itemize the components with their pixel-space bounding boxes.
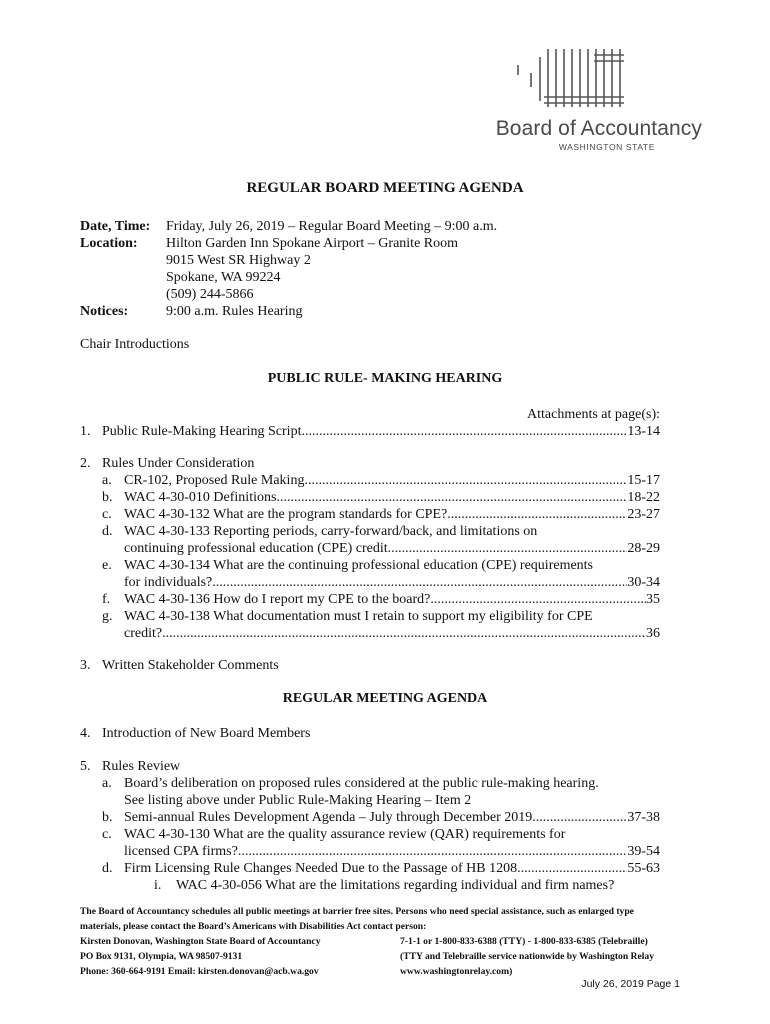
agenda-item: 4. Introduction of New Board Members	[80, 726, 311, 741]
logo-state: WASHINGTON STATE	[558, 142, 655, 152]
attachments-label: Attachments at page(s):	[527, 407, 660, 422]
agenda-subitem: d. WAC 4-30-133 Reporting periods, carry-forward/back, and limitations on	[102, 524, 538, 539]
date-label: Date, Time:	[80, 219, 151, 234]
footer-contact: Phone: 360-664-9191 Email: kirsten.donovan@acb.wa.gov	[80, 966, 319, 977]
agenda-subitem: d. Firm Licensing Rule Changes Needed Due to the Passage of HB 1208 ..... 55-63	[80, 860, 660, 877]
ledger-lines-icon	[510, 45, 640, 117]
agenda-subitem: a. CR-102, Proposed Rule Making ..... 15-17	[80, 472, 660, 489]
board-members-item	[80, 725, 660, 742]
footer-relay: (TTY and Telebraille service nationwide by Washington Relay	[400, 951, 654, 962]
notices-label: Notices:	[80, 304, 129, 319]
public-hearing-items	[80, 423, 660, 440]
page-ref: 28-29	[627, 541, 660, 556]
stakeholder-comments-item	[80, 657, 660, 674]
agenda-subitem-continued: See listing above under Public Rule-Making Hearing – Item 2	[124, 793, 472, 808]
agenda-item: 3. Written Stakeholder Comments	[80, 658, 279, 673]
rules-review-items	[80, 758, 660, 894]
agenda-subitem: b. WAC 4-30-010 Definitions ..... 18-22	[80, 489, 660, 506]
regular-meeting-heading: REGULAR MEETING AGENDA	[282, 691, 488, 706]
logo-name: Board of Accountancy	[495, 117, 702, 140]
agenda-subitem: b. Semi-annual Rules Development Agenda – July through December 2019 ..... 37-38	[80, 809, 660, 826]
footer-notice: The Board of Accountancy schedules all public meetings at barrier free sites. Persons who need special assistance, such as enlarged type	[80, 906, 634, 917]
board-logo	[470, 45, 710, 160]
location-label: Location:	[80, 236, 138, 251]
agenda-item: 1. Public Rule-Making Hearing Script ..... 13-14	[80, 423, 660, 440]
rules-consideration-items	[80, 455, 660, 642]
location-line: Spokane, WA 99224	[166, 270, 281, 285]
footer-contact: PO Box 9131, Olympia, WA 98507-9131	[80, 951, 243, 962]
chair-introductions: Chair Introductions	[80, 337, 190, 352]
agenda-subitem: a. Board’s deliberation on proposed rules considered at the public rule-making hearing.	[102, 776, 599, 791]
footer-relay: 7-1-1 or 1-800-833-6388 (TTY) - 1-800-833-6385 (Telebraille)	[400, 936, 648, 947]
meeting-details	[80, 218, 497, 320]
agenda-subitem: c. WAC 4-30-132 What are the program standards for CPE? ..... 23-27	[80, 506, 660, 523]
page-ref: 18-22	[627, 490, 660, 505]
location-line: (509) 244-5866	[166, 287, 254, 302]
agenda-subitem: c. WAC 4-30-130 What are the quality assurance review (QAR) requirements for	[102, 827, 566, 842]
agenda-subitem-continued: credit? ..... 36	[80, 625, 660, 642]
agenda-subsubitem: i. WAC 4-30-056 What are the limitations regarding individual and firm names?	[154, 878, 615, 893]
page-ref: 15-17	[627, 473, 660, 488]
page-ref: 37-38	[627, 810, 660, 825]
footer-contact: Kirsten Donovan, Washington State Board of Accountancy	[80, 936, 321, 947]
location-line: 9015 West SR Highway 2	[166, 253, 311, 268]
agenda-subitem-continued: continuing professional education (CPE) credit ..... 28-29	[80, 540, 660, 557]
agenda-subitem-continued: for individuals? ..... 30-34	[80, 574, 660, 591]
agenda-subitem: g. WAC 4-30-138 What documentation must I retain to support my eligibility for CPE	[102, 609, 593, 624]
page-ref: 23-27	[627, 507, 660, 522]
location-line: Hilton Garden Inn Spokane Airport – Granite Room	[166, 236, 459, 251]
agenda-subitem-continued: licensed CPA firms? ..... 39-54	[80, 843, 660, 860]
page-ref: 35	[646, 592, 660, 607]
page-ref: 30-34	[627, 575, 660, 590]
page-ref: 36	[646, 626, 660, 641]
agenda-subitem: e. WAC 4-30-134 What are the continuing professional education (CPE) requirements	[102, 558, 594, 573]
page-ref: 55-63	[627, 861, 660, 876]
agenda-item: 5. Rules Review	[80, 759, 181, 774]
date-value: Friday, July 26, 2019 – Regular Board Meeting – 9:00 a.m.	[166, 219, 498, 234]
page-title: REGULAR BOARD MEETING AGENDA	[246, 180, 524, 196]
page-number: July 26, 2019 Page 1	[581, 978, 680, 990]
footer-notice: materials, please contact the Board’s Americans with Disabilities Act contact person:	[80, 921, 427, 932]
agenda-subitem: f. WAC 4-30-136 How do I report my CPE to the board? ..... 35	[80, 591, 660, 608]
agenda-item: 2. Rules Under Consideration	[80, 456, 255, 471]
page-ref: 39-54	[627, 844, 660, 859]
page-ref: 13-14	[627, 424, 660, 439]
footer-relay-link[interactable]: www.washingtonrelay.com)	[400, 966, 513, 977]
public-hearing-heading: PUBLIC RULE- MAKING HEARING	[267, 371, 503, 386]
notices-value: 9:00 a.m. Rules Hearing	[166, 304, 303, 319]
